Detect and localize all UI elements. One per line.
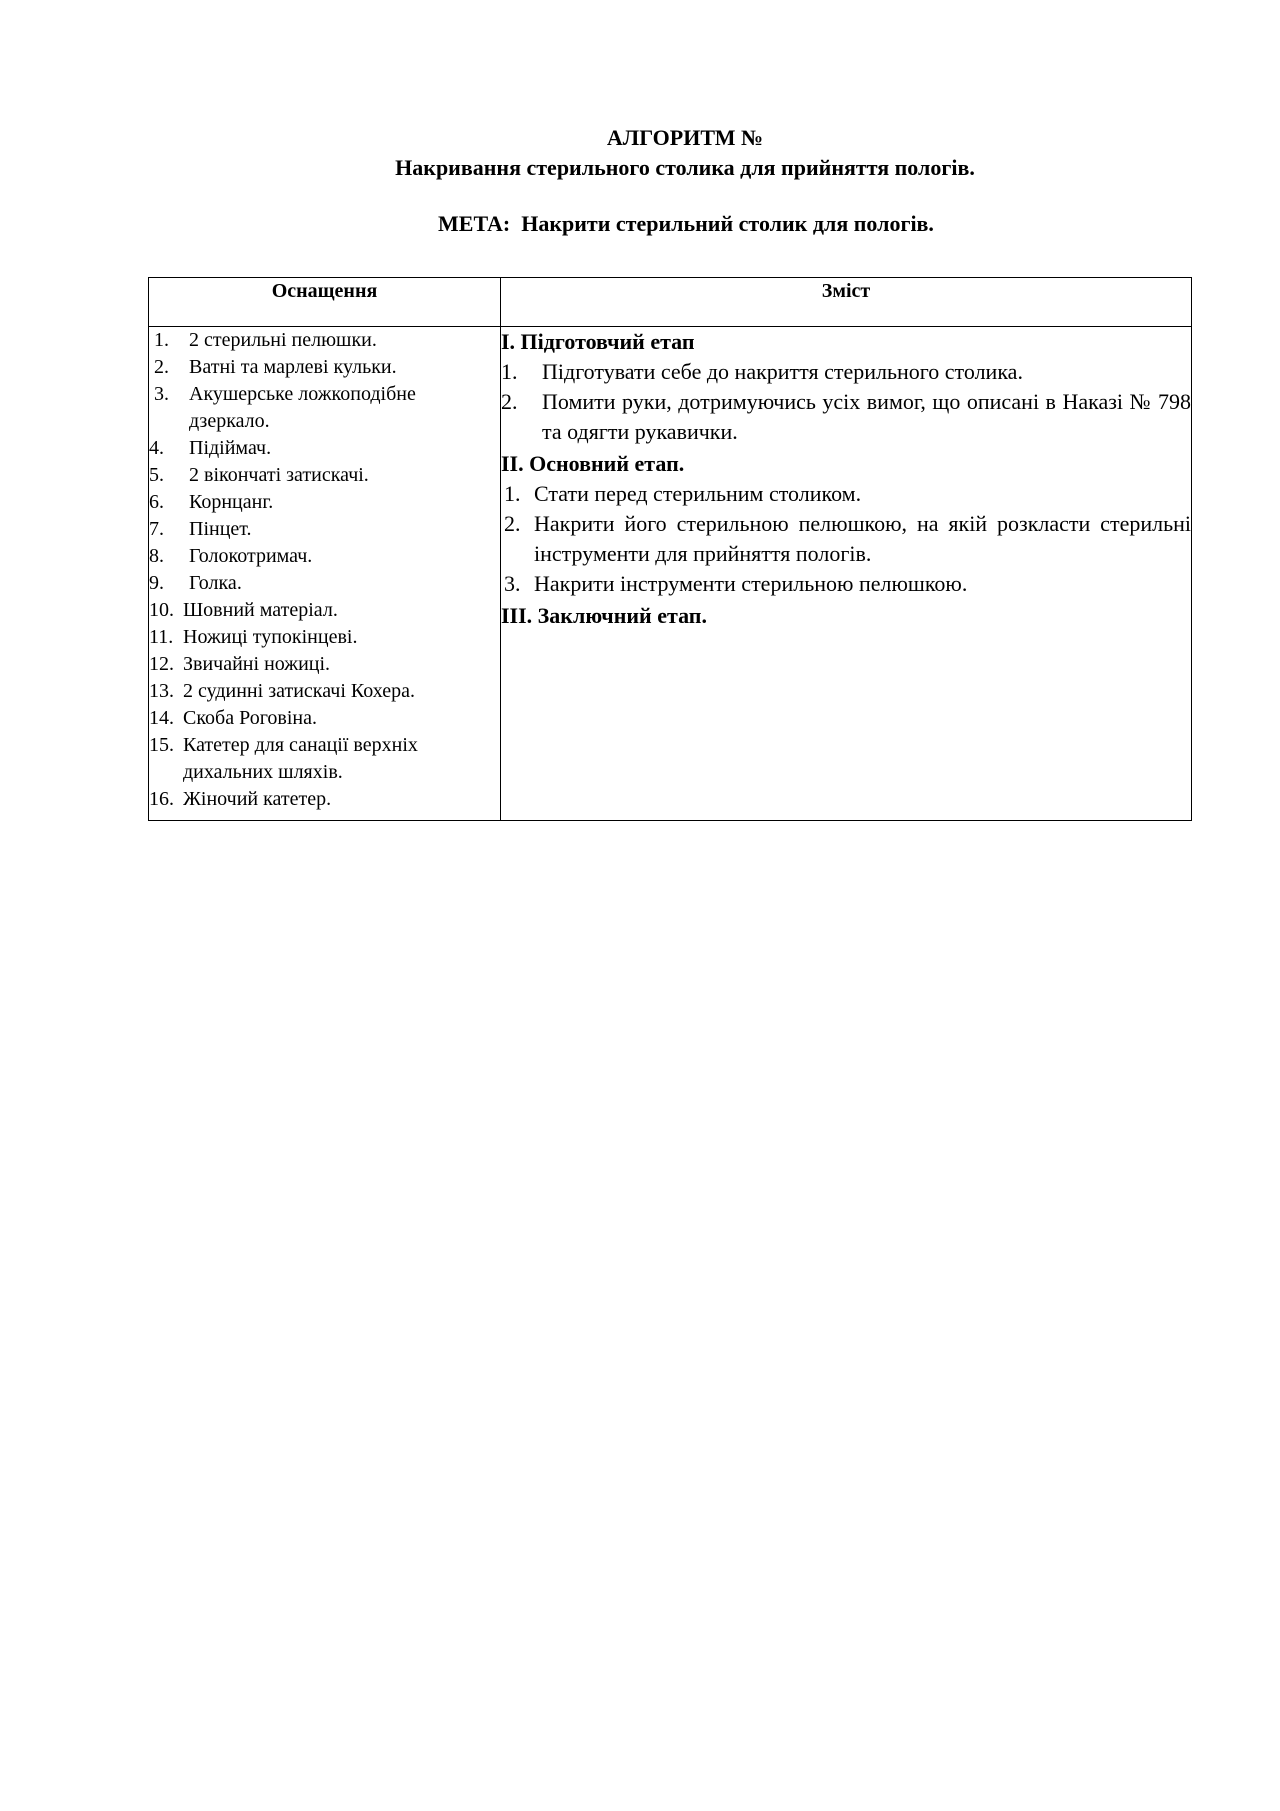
stage-3-title: III. Заключний етап. <box>501 603 707 628</box>
list-item <box>149 705 500 732</box>
list-item-text: Скоба Роговіна. <box>183 707 318 729</box>
list-item-number: 1. <box>504 481 521 506</box>
list-item-number: 3. <box>154 383 169 405</box>
list-item <box>149 354 500 381</box>
list-item-text: Помити руки, дотримуючись усіх вимог, що описані в Наказі № 798 та одягти рукавички. <box>542 389 1191 444</box>
goal-statement: МЕТА: Накрити стерильний столик для пологів. <box>438 211 934 236</box>
list-item <box>149 678 500 705</box>
list-item-number: 11. <box>149 626 174 648</box>
document-subtitle: Накривання стерильного столика для прийняття пологів. <box>395 155 975 180</box>
list-item-number: 2. <box>504 511 521 536</box>
list-item-number: 8. <box>149 545 164 567</box>
list-item-number: 2. <box>501 389 518 414</box>
list-item <box>149 570 500 597</box>
list-item <box>149 462 500 489</box>
list-item-text: Пінцет. <box>189 518 252 540</box>
list-item-number: 7. <box>149 518 164 540</box>
list-item-number: 4. <box>149 437 164 459</box>
list-item-number: 5. <box>149 464 164 486</box>
list-item <box>501 387 1191 447</box>
list-item-text: 2 судинні затискачі Кохера. <box>183 680 415 702</box>
table-header-row <box>149 278 1192 327</box>
list-item-text: Корнцанг. <box>189 491 274 513</box>
list-item-text: Голка. <box>189 572 242 594</box>
list-item <box>501 357 1191 387</box>
list-item-text: Ножиці тупокінцеві. <box>183 626 358 648</box>
stage-2-title: II. Основний етап. <box>501 451 685 476</box>
list-item-number: 1. <box>501 359 518 384</box>
list-item-text: Акушерське ложкоподібне дзеркало. <box>189 383 416 432</box>
list-item <box>501 509 1191 569</box>
list-item-text: 2 стерильні пелюшки. <box>189 329 377 351</box>
table-body-row <box>149 327 1192 821</box>
stage-1-title: I. Підготовчий етап <box>501 329 695 354</box>
stage-2-steps <box>501 479 1191 599</box>
list-item-text: Накрити його стерильною пелюшкою, на якій розкласти стерильні інструменти для прийняття пологів. <box>534 511 1191 566</box>
list-item-text: Катетер для санації верхніх дихальних шляхів. <box>183 734 418 783</box>
list-item-number: 12. <box>149 653 174 675</box>
list-item <box>501 569 1191 599</box>
list-item-number: 10. <box>149 599 174 621</box>
list-item-number: 1. <box>154 329 169 351</box>
list-item-number: 6. <box>149 491 164 513</box>
list-item <box>149 786 500 813</box>
list-item <box>149 597 500 624</box>
list-item-text: Жіночий катетер. <box>183 788 332 810</box>
list-item-number: 3. <box>504 571 521 596</box>
list-item-number: 14. <box>149 707 174 729</box>
list-item-number: 16. <box>149 788 174 810</box>
algorithm-table <box>148 277 1192 821</box>
list-item-text: Голокотримач. <box>189 545 313 567</box>
list-item-text: Підіймач. <box>189 437 272 459</box>
list-item-number: 2. <box>154 356 169 378</box>
list-item <box>149 651 500 678</box>
list-item <box>149 732 500 786</box>
list-item-text: Шовний матеріал. <box>183 599 338 621</box>
list-item <box>501 479 1191 509</box>
stage-1-steps <box>501 357 1191 447</box>
list-item-number: 15. <box>149 734 174 756</box>
list-item <box>149 381 500 435</box>
content-cell <box>501 327 1192 821</box>
list-item <box>149 489 500 516</box>
list-item-text: Ватні та марлеві кульки. <box>189 356 397 378</box>
list-item-text: Звичайні ножиці. <box>183 653 331 675</box>
algorithm-title: АЛГОРИТМ № <box>606 125 764 150</box>
list-item-text: 2 вікончаті затискачі. <box>189 464 369 486</box>
list-item-text: Підготувати себе до накриття стерильного столика. <box>542 359 1023 384</box>
list-item <box>149 327 500 354</box>
list-item-number: 13. <box>149 680 174 702</box>
equipment-list <box>149 327 500 813</box>
list-item-number: 9. <box>149 572 164 594</box>
list-item <box>149 435 500 462</box>
column-header-equipment: Оснащення <box>149 278 501 327</box>
column-header-content: Зміст <box>501 278 1192 327</box>
equipment-cell <box>149 327 501 821</box>
list-item <box>149 516 500 543</box>
list-item-text: Накрити інструменти стерильною пелюшкою. <box>534 571 968 596</box>
list-item <box>149 624 500 651</box>
list-item <box>149 543 500 570</box>
list-item-text: Стати перед стерильним столиком. <box>534 481 862 506</box>
